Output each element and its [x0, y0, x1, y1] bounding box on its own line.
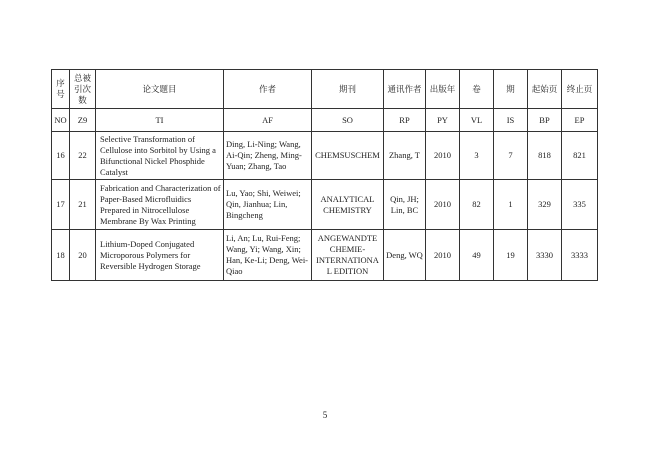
cell-begin-page: 329	[528, 180, 562, 230]
cell-begin-page: 3330	[528, 230, 562, 281]
publication-table	[51, 69, 598, 281]
page-number: 5	[322, 410, 328, 420]
table-row	[52, 230, 598, 281]
cell-journal: ANALYTICAL CHEMISTRY	[312, 180, 384, 230]
cell-z9: 20	[70, 230, 96, 281]
cell-volume: 3	[460, 132, 494, 180]
header-cell: 论文题目	[96, 70, 224, 109]
cell-volume: 82	[460, 180, 494, 230]
cell-corresponding-author: Zhang, T	[384, 132, 426, 180]
cell-journal: ANGEWANDTE CHEMIE-INTERNATIONAL EDITION	[312, 230, 384, 281]
cell-corresponding-author: Deng, WQ	[384, 230, 426, 281]
cell-no: 17	[52, 180, 70, 230]
header-cell: 序号	[52, 70, 70, 109]
header-code-cell: PY	[426, 109, 460, 132]
header-code-cell: NO	[52, 109, 70, 132]
table-row	[52, 132, 598, 180]
header-cell: 作者	[224, 70, 312, 109]
cell-issue: 19	[494, 230, 528, 281]
cell-end-page: 335	[562, 180, 598, 230]
header-code-cell: VL	[460, 109, 494, 132]
header-cell: 总被引次数	[70, 70, 96, 109]
cell-year: 2010	[426, 180, 460, 230]
header-code-cell: RP	[384, 109, 426, 132]
header-code-cell: AF	[224, 109, 312, 132]
header-code-cell: TI	[96, 109, 224, 132]
header-code-cell: IS	[494, 109, 528, 132]
header-cell: 期刊	[312, 70, 384, 109]
cell-end-page: 3333	[562, 230, 598, 281]
cell-authors: Ding, Li-Ning; Wang, Ai-Qin; Zheng, Ming-Yuan; Zhang, Tao	[224, 132, 312, 180]
cell-authors: Li, An; Lu, Rui-Feng; Wang, Yi; Wang, Xin; Han, Ke-Li; Deng, Wei-Qiao	[224, 230, 312, 281]
cell-year: 2010	[426, 230, 460, 281]
header-code-cell: SO	[312, 109, 384, 132]
cell-z9: 22	[70, 132, 96, 180]
cell-begin-page: 818	[528, 132, 562, 180]
cell-end-page: 821	[562, 132, 598, 180]
cell-volume: 49	[460, 230, 494, 281]
header-cell: 终止页	[562, 70, 598, 109]
cell-issue: 7	[494, 132, 528, 180]
cell-journal: CHEMSUSCHEM	[312, 132, 384, 180]
header-cell: 期	[494, 70, 528, 109]
cell-authors: Lu, Yao; Shi, Weiwei; Qin, Jianhua; Lin, Bingcheng	[224, 180, 312, 230]
header-row-chinese	[52, 70, 598, 109]
cell-z9: 21	[70, 180, 96, 230]
header-code-cell: BP	[528, 109, 562, 132]
cell-corresponding-author: Qin, JH; Lin, BC	[384, 180, 426, 230]
header-cell: 通讯作者	[384, 70, 426, 109]
cell-year: 2010	[426, 132, 460, 180]
cell-title: Fabrication and Characterization of Paper-Based Microfluidics Prepared in Nitrocellulose Membrane By Wax Printing	[96, 180, 224, 230]
header-code-cell: EP	[562, 109, 598, 132]
cell-title: Selective Transformation of Cellulose into Sorbitol by Using a Bifunctional Nickel Phosphide Catalyst	[96, 132, 224, 180]
header-code-cell: Z9	[70, 109, 96, 132]
header-cell: 卷	[460, 70, 494, 109]
header-row-codes	[52, 109, 598, 132]
header-cell: 出版年	[426, 70, 460, 109]
cell-no: 16	[52, 132, 70, 180]
cell-no: 18	[52, 230, 70, 281]
cell-title: Lithium-Doped Conjugated Microporous Polymers for Reversible Hydrogen Storage	[96, 230, 224, 281]
table-row	[52, 180, 598, 230]
cell-issue: 1	[494, 180, 528, 230]
header-cell: 起始页	[528, 70, 562, 109]
